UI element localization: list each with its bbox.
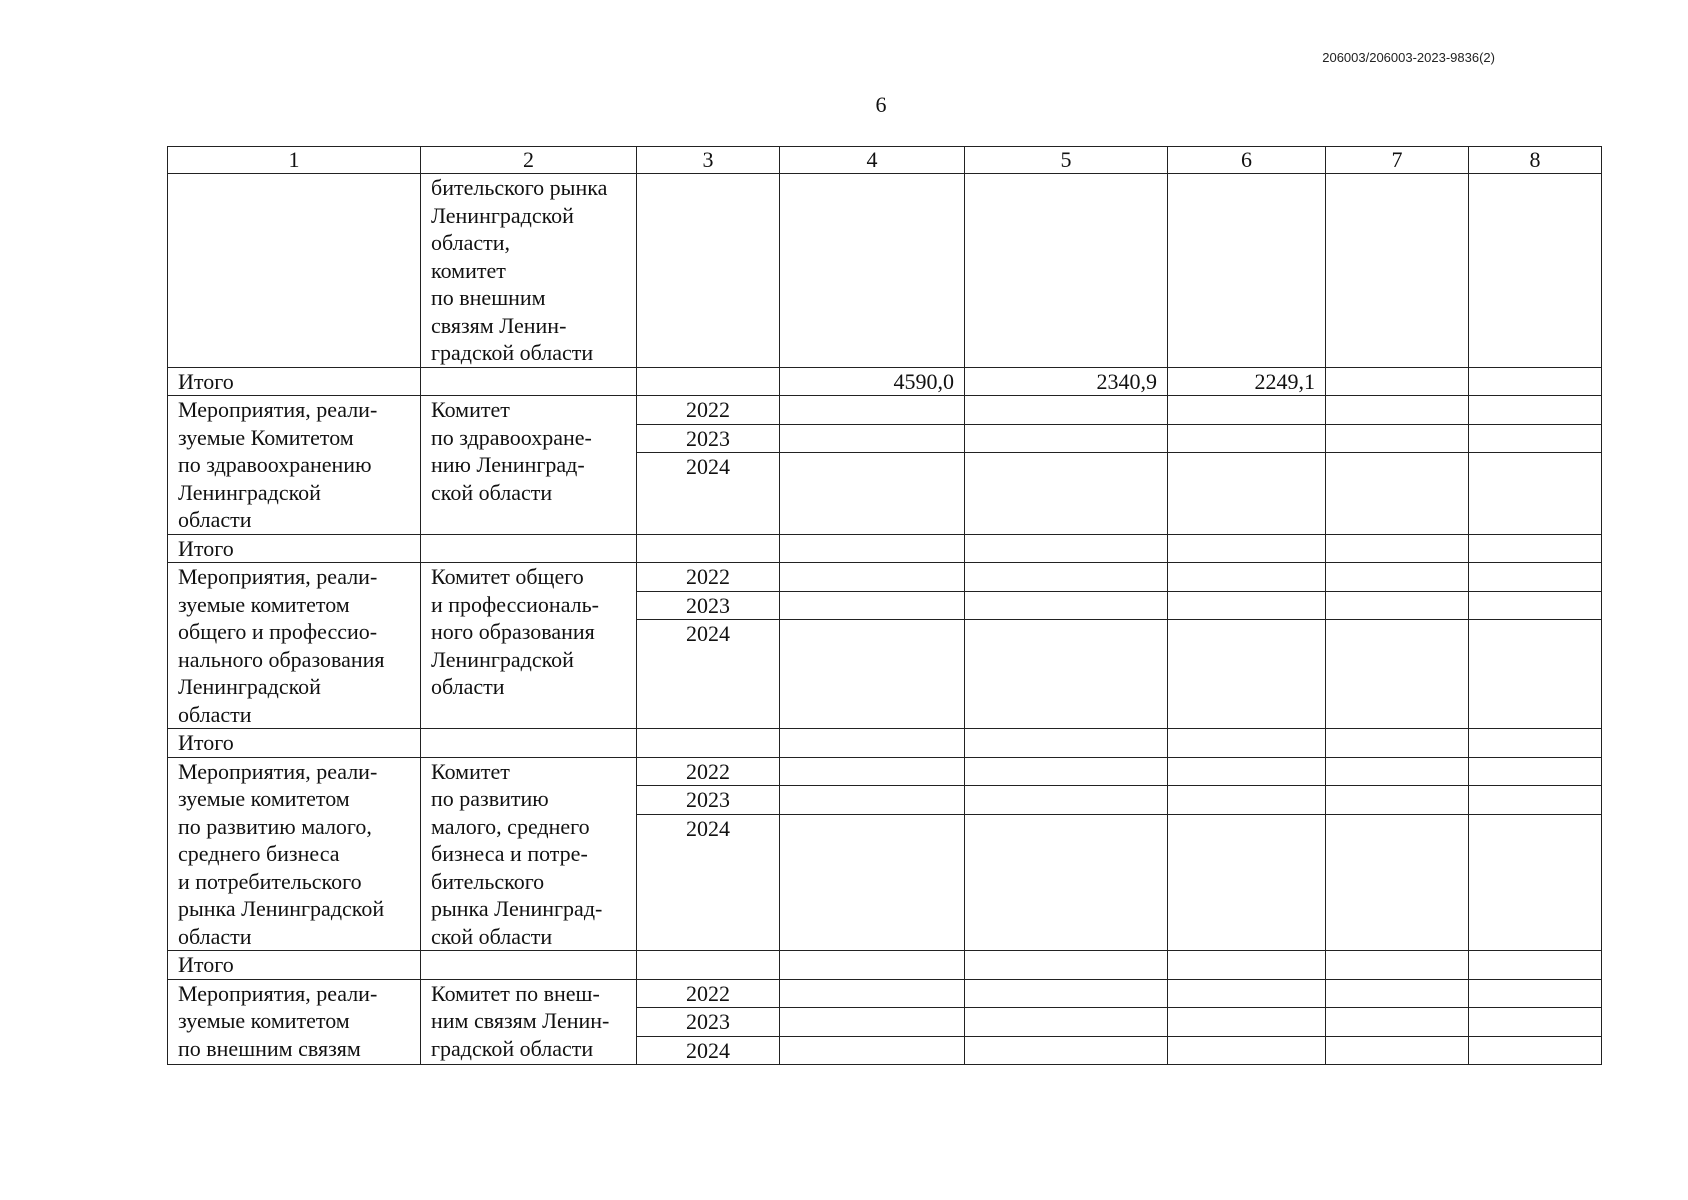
table-cell <box>1168 951 1326 980</box>
table-cell <box>1469 951 1602 980</box>
year: 2023 <box>637 1008 779 1037</box>
table-cell <box>1326 396 1469 535</box>
table-cell <box>1168 757 1326 951</box>
header-cell: 3 <box>637 147 780 174</box>
table-cell <box>1469 757 1602 951</box>
table-cell <box>1469 174 1602 368</box>
measure-group-row <box>168 563 1602 729</box>
table-cell <box>1469 534 1602 563</box>
header-cell: 2 <box>421 147 637 174</box>
table-cell <box>965 951 1168 980</box>
table-cell <box>780 951 965 980</box>
table-cell <box>1168 396 1326 535</box>
table-cell <box>780 534 965 563</box>
table-cell <box>1469 729 1602 758</box>
measure-cell: Мероприятия, реали- зуемые Комитетом по здравоохранению Ленинградской области <box>168 396 421 535</box>
table-cell <box>1326 367 1469 396</box>
total-label: Итого <box>168 951 421 980</box>
table-cell <box>1168 729 1326 758</box>
years-cell <box>637 757 780 951</box>
table-cell <box>1469 979 1602 1065</box>
table-cell <box>421 951 637 980</box>
executor-cell: Комитет по развитию малого, среднего бизнеса и потре- бительского рынка Ленинград- ской области <box>421 757 637 951</box>
header-cell: 4 <box>780 147 965 174</box>
total-col6: 2249,1 <box>1168 367 1326 396</box>
years-cell <box>637 396 780 535</box>
table-cell <box>1469 367 1602 396</box>
total-row <box>168 534 1602 563</box>
table-cell <box>637 367 780 396</box>
table-cell <box>965 757 1168 951</box>
table-cell <box>1168 174 1326 368</box>
year: 2022 <box>637 758 779 787</box>
document-id: 206003/206003-2023-9836(2) <box>1322 50 1495 65</box>
total-col5: 2340,9 <box>965 367 1168 396</box>
years-cell <box>637 563 780 729</box>
measure-group-row <box>168 757 1602 951</box>
year: 2022 <box>637 563 779 592</box>
continuation-row <box>168 174 1602 368</box>
header-cell: 1 <box>168 147 421 174</box>
table-cell <box>637 534 780 563</box>
header-cell: 8 <box>1469 147 1602 174</box>
table-cell <box>780 174 965 368</box>
measure-group-row <box>168 396 1602 535</box>
total-label: Итого <box>168 367 421 396</box>
table-cell <box>1469 396 1602 535</box>
table-cell <box>637 951 780 980</box>
executor-cell: Комитет по здравоохране- нию Ленинград- ской области <box>421 396 637 535</box>
years-cell <box>637 979 780 1065</box>
table-cell <box>1469 563 1602 729</box>
table-cell <box>965 174 1168 368</box>
page-number: 6 <box>875 92 887 117</box>
column-number-row <box>168 147 1602 174</box>
total-col4: 4590,0 <box>780 367 965 396</box>
table-cell <box>780 979 965 1065</box>
table-cell <box>421 534 637 563</box>
executor-cell: Комитет по внеш- ним связям Ленин- градской области <box>421 979 637 1065</box>
table-cell <box>1168 534 1326 563</box>
measure-cell: Мероприятия, реали- зуемые комитетом по развитию малого, среднего бизнеса и потребительского рынка Ленинградской области <box>168 757 421 951</box>
table-cell <box>1326 979 1469 1065</box>
table-cell <box>965 534 1168 563</box>
table-cell <box>780 757 965 951</box>
table-cell <box>965 396 1168 535</box>
executor-cell: Комитет общего и профессиональ- ного образования Ленинградской области <box>421 563 637 729</box>
year: 2022 <box>637 396 779 425</box>
table-cell <box>780 396 965 535</box>
header-cell: 6 <box>1168 147 1326 174</box>
table-cell <box>421 367 637 396</box>
table-cell <box>637 729 780 758</box>
table-cell <box>1326 174 1469 368</box>
table-cell <box>965 729 1168 758</box>
year: 2023 <box>637 425 779 454</box>
table-cell <box>637 174 780 368</box>
year: 2024 <box>686 454 730 479</box>
table-cell <box>1326 563 1469 729</box>
table-cell <box>1168 563 1326 729</box>
total-row <box>168 951 1602 980</box>
year: 2024 <box>686 621 730 646</box>
table-cell <box>1168 979 1326 1065</box>
year: 2022 <box>637 980 779 1009</box>
header-cell: 7 <box>1326 147 1469 174</box>
year: 2023 <box>637 592 779 621</box>
total-row <box>168 367 1602 396</box>
table-cell <box>1326 951 1469 980</box>
budget-table <box>167 146 1602 1065</box>
total-label: Итого <box>168 729 421 758</box>
table-cell <box>1326 729 1469 758</box>
table-cell <box>421 729 637 758</box>
year: 2024 <box>686 815 730 841</box>
header-cell: 5 <box>965 147 1168 174</box>
executor-cell: бительского рынка Ленинградской области, комитет по внешним связям Ленин- градской области <box>421 174 637 368</box>
measure-group-row <box>168 979 1602 1065</box>
total-label: Итого <box>168 534 421 563</box>
table-cell <box>965 979 1168 1065</box>
measure-cell: Мероприятия, реали- зуемые комитетом по внешним связям <box>168 979 421 1065</box>
year: 2023 <box>637 786 779 815</box>
table-cell <box>780 563 965 729</box>
table-cell <box>965 563 1168 729</box>
table-cell <box>1326 757 1469 951</box>
measure-cell: Мероприятия, реали- зуемые комитетом общего и профессио- нального образования Ленинградской области <box>168 563 421 729</box>
total-row <box>168 729 1602 758</box>
table-cell <box>1326 534 1469 563</box>
year: 2024 <box>686 1037 730 1063</box>
table-cell <box>780 729 965 758</box>
table-cell <box>168 174 421 368</box>
